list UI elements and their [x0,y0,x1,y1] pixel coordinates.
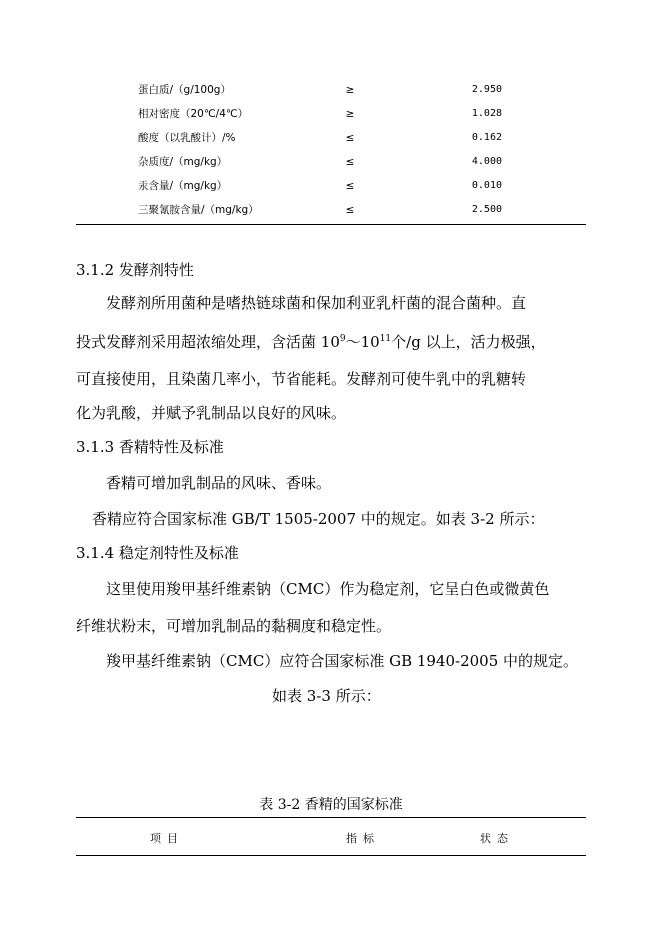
spec-operator: ≥ [345,108,355,120]
superscript: 9 [339,334,346,344]
table-bottom-rule [76,224,586,225]
paragraph-line: 可直接使用，且染菌几率小，节省能耗。发酵剂可使牛乳中的乳糖转 [76,370,527,388]
table-row [76,126,586,150]
table-row [76,198,586,222]
spec-name: 酸度（以乳酸计）/% [138,132,236,144]
paragraph-line: 发酵剂所用菌种是嗜热链球菌和保加利亚乳杆菌的混合菌种。直 [106,294,527,312]
table-caption: 表 3-2 香精的国家标准 [259,797,403,813]
paragraph-line: 羧甲基纤维素钠（CMC）应符合国家标准 GB 1940-2005 中的规定。 [106,652,579,670]
superscript: 11 [379,334,392,344]
table-row [76,102,586,126]
table-top-rule [76,817,586,818]
table-row [76,150,586,174]
spec-value: 2.500 [471,204,502,215]
table-row [76,78,586,102]
text-run: ～10 [345,333,380,351]
paragraph-line [76,335,546,350]
spec-operator: ≤ [345,180,355,192]
spec-operator: ≤ [345,204,355,216]
spec-name: 杂质度/（mg/kg） [138,156,228,168]
text-run: 个/g 以上，活力极强， [391,333,546,351]
spec-name: 蛋白质/（g/100g） [138,84,231,96]
spec-name: 汞含量/（mg/kg） [138,180,228,192]
spec-value: 2.950 [471,84,502,95]
section-heading-3-1-2: 3.1.2 发酵剂特性 [76,261,194,279]
section-heading-3-1-4: 3.1.4 稳定剂特性及标准 [76,544,239,562]
paragraph-line: 如表 3-3 所示： [272,687,381,705]
spec-operator: ≥ [345,84,355,96]
spec-name: 三聚氰胺含量/（mg/kg） [138,204,259,216]
spec-value: 0.010 [471,180,502,191]
spec-value: 0.162 [471,132,502,143]
spec-value: 1.028 [471,108,502,119]
spec-value: 4.000 [471,156,502,167]
spec-name: 相对密度（20℃/4℃） [138,108,249,120]
paragraph-line: 香精可增加乳制品的风味、香味。 [106,474,332,492]
column-header-indicator: 指标 [346,832,380,845]
paragraph-line: 纤维状粉末，可增加乳制品的黏稠度和稳定性。 [76,617,392,635]
paragraph-line: 化为乳酸，并赋予乳制品以良好的风味。 [76,404,347,422]
text-run: 投式发酵剂采用超浓缩处理，含活菌 10 [76,333,340,351]
table-row [76,174,586,198]
paragraph-line: 这里使用羧甲基纤维素钠（CMC）作为稳定剂，它呈白色或微黄色 [106,580,550,598]
section-heading-3-1-3: 3.1.3 香精特性及标准 [76,438,224,456]
column-header-state: 状态 [480,832,514,845]
paragraph-line: 香精应符合国家标准 GB/T 1505-2007 中的规定。如表 3-2 所示： [92,510,545,528]
spec-operator: ≤ [345,156,355,168]
table-header-rule [76,855,586,856]
spec-operator: ≤ [345,132,355,144]
column-header-item: 项目 [150,832,184,845]
spec-table [76,78,586,222]
